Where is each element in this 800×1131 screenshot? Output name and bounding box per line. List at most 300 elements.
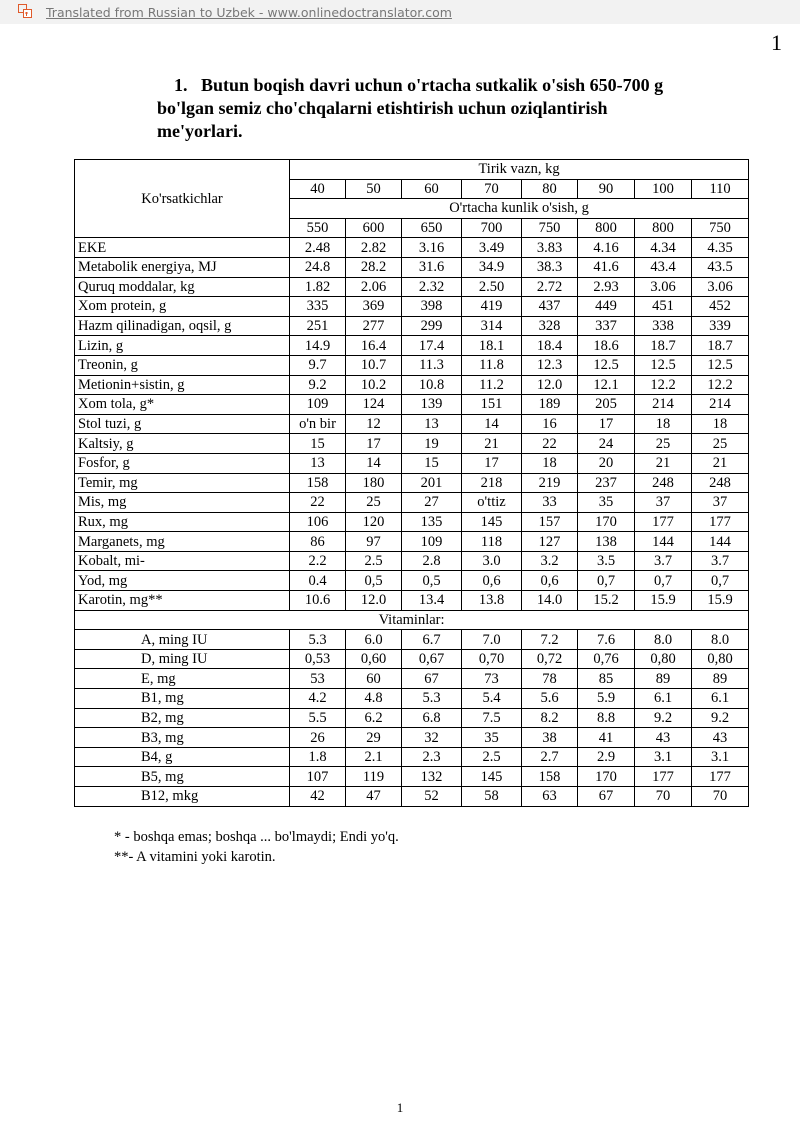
row-label: Hazm qilinadigan, oqsil, g [75,316,290,336]
row-label: Xom protein, g [75,297,290,317]
value-cell: 2.50 [462,277,522,297]
value-cell: 151 [462,395,522,415]
value-cell: 1.8 [290,747,346,767]
table-row [75,767,749,787]
document-title [157,74,717,143]
value-cell: 124 [346,395,402,415]
row-label: Kaltsiy, g [75,434,290,454]
value-cell: 12.2 [635,375,692,395]
value-cell: 89 [692,669,749,689]
value-cell: 299 [402,316,462,336]
row-label: Rux, mg [75,512,290,532]
value-cell: 6.2 [346,708,402,728]
value-cell: 177 [692,767,749,787]
row-label: E, mg [75,669,290,689]
value-cell: 201 [402,473,462,493]
value-cell: 25 [346,493,402,513]
value-cell: 27 [402,493,462,513]
value-cell: 18.6 [578,336,635,356]
row-label: Lizin, g [75,336,290,356]
gain-cell: 700 [462,218,522,238]
value-cell: 3.83 [522,238,578,258]
value-cell: 32 [402,728,462,748]
value-cell: 3.0 [462,551,522,571]
value-cell: 5.5 [290,708,346,728]
footnotes [114,827,399,867]
value-cell: 4.8 [346,689,402,709]
translate-icon [18,4,32,18]
value-cell: 177 [635,512,692,532]
row-label: Quruq moddalar, kg [75,277,290,297]
value-cell: 13 [402,414,462,434]
value-cell: 17 [346,434,402,454]
value-cell: 170 [578,512,635,532]
gain-cell: 800 [578,218,635,238]
value-cell: 47 [346,787,402,807]
gain-cell: 550 [290,218,346,238]
value-cell: 0,60 [346,649,402,669]
value-cell: 60 [346,669,402,689]
value-cell: 21 [462,434,522,454]
value-cell: 17.4 [402,336,462,356]
value-cell: 177 [692,512,749,532]
value-cell: 53 [290,669,346,689]
value-cell: 7.6 [578,630,635,650]
value-cell: 139 [402,395,462,415]
value-cell: 0,7 [692,571,749,591]
value-cell: 2.93 [578,277,635,297]
table-row [75,355,749,375]
row-label: Karotin, mg** [75,591,290,611]
translator-link[interactable]: Translated from Russian to Uzbek - www.onlinedoctranslator.com [46,5,452,20]
value-cell: 52 [402,787,462,807]
value-cell: 0,80 [692,649,749,669]
value-cell: 97 [346,532,402,552]
value-cell: 12.5 [578,355,635,375]
value-cell: 3.06 [692,277,749,297]
value-cell: 58 [462,787,522,807]
value-cell: 3.5 [578,551,635,571]
value-cell: 15 [402,453,462,473]
value-cell: 3.7 [692,551,749,571]
value-cell: 177 [635,767,692,787]
page-number-bottom: 1 [396,1100,404,1115]
value-cell: 189 [522,395,578,415]
value-cell: 10.6 [290,591,346,611]
value-cell: 338 [635,316,692,336]
value-cell: 14.9 [290,336,346,356]
value-cell: 6.0 [346,630,402,650]
row-label: B1, mg [75,689,290,709]
value-cell: 0,80 [635,649,692,669]
value-cell: 369 [346,297,402,317]
value-cell: 0,5 [346,571,402,591]
value-cell: 6.8 [402,708,462,728]
value-cell: 120 [346,512,402,532]
translation-banner [0,0,800,24]
row-label: Kobalt, mi- [75,551,290,571]
title-line-3: me'yorlari. [157,121,243,141]
value-cell: 314 [462,316,522,336]
value-cell: 14.0 [522,591,578,611]
value-cell: 3.16 [402,238,462,258]
row-label: Metionin+sistin, g [75,375,290,395]
table-row [75,297,749,317]
value-cell: 248 [692,473,749,493]
table-row [75,375,749,395]
row-label: D, ming IU [75,649,290,669]
value-cell: 43.4 [635,257,692,277]
value-cell: 19 [402,434,462,454]
value-cell: 41.6 [578,257,635,277]
value-cell: 31.6 [402,257,462,277]
value-cell: 2.3 [402,747,462,767]
value-cell: 25 [692,434,749,454]
value-cell: 0,5 [402,571,462,591]
value-cell: 328 [522,316,578,336]
value-cell: 451 [635,297,692,317]
value-cell: 43.5 [692,257,749,277]
value-cell: 339 [692,316,749,336]
value-cell: 0,6 [462,571,522,591]
value-cell: 16 [522,414,578,434]
value-cell: 251 [290,316,346,336]
footnote-2: **- A vitamini yoki karotin. [114,849,276,865]
weight-cell: 90 [578,179,635,199]
value-cell: 135 [402,512,462,532]
value-cell: 3.1 [635,747,692,767]
value-cell: 28.2 [346,257,402,277]
row-label: B5, mg [75,767,290,787]
weight-cell: 40 [290,179,346,199]
value-cell: 5.6 [522,689,578,709]
value-cell: 14 [346,453,402,473]
value-cell: 119 [346,767,402,787]
table-row [75,747,749,767]
value-cell: 7.2 [522,630,578,650]
value-cell: 335 [290,297,346,317]
gain-cell: 650 [402,218,462,238]
value-cell: 2.32 [402,277,462,297]
value-cell: 118 [462,532,522,552]
table-row [75,277,749,297]
value-cell: 21 [692,453,749,473]
value-cell: 11.8 [462,355,522,375]
title-line-1: Butun boqish davri uchun o'rtacha sutkalik o'sish 650-700 g [201,75,664,95]
row-label: B12, mkg [75,787,290,807]
value-cell: 3.2 [522,551,578,571]
value-cell: 0,72 [522,649,578,669]
value-cell: 5.9 [578,689,635,709]
value-cell: 78 [522,669,578,689]
value-cell: 15.2 [578,591,635,611]
value-cell: 180 [346,473,402,493]
weight-cell: 50 [346,179,402,199]
value-cell: 22 [522,434,578,454]
value-cell: 219 [522,473,578,493]
value-cell: 7.5 [462,708,522,728]
value-cell: 18.7 [635,336,692,356]
value-cell: 89 [635,669,692,689]
value-cell: 38.3 [522,257,578,277]
value-cell: 0,70 [462,649,522,669]
value-cell: 6.7 [402,630,462,650]
value-cell: 158 [290,473,346,493]
value-cell: 4.2 [290,689,346,709]
table-row [75,708,749,728]
value-cell: 0.4 [290,571,346,591]
feeding-norms-table [74,159,749,807]
value-cell: 15 [290,434,346,454]
value-cell: 2.5 [462,747,522,767]
row-label: Yod, mg [75,571,290,591]
value-cell: 145 [462,767,522,787]
page-number-top: 1 [771,30,782,55]
value-cell: 20 [578,453,635,473]
value-cell: 43 [635,728,692,748]
row-label: A, ming IU [75,630,290,650]
value-cell: 21 [635,453,692,473]
value-cell: 107 [290,767,346,787]
value-cell: 0,7 [578,571,635,591]
row-label: EKE [75,238,290,258]
value-cell: 63 [522,787,578,807]
live-weight-header: Tirik vazn, kg [290,160,749,180]
value-cell: 10.7 [346,355,402,375]
value-cell: 37 [635,493,692,513]
value-cell: 13.4 [402,591,462,611]
value-cell: 2.9 [578,747,635,767]
value-cell: 157 [522,512,578,532]
value-cell: 449 [578,297,635,317]
value-cell: 248 [635,473,692,493]
value-cell: 9.7 [290,355,346,375]
gain-header: O'rtacha kunlik o'sish, g [290,199,749,219]
value-cell: o'n bir [290,414,346,434]
table-row [75,630,749,650]
weight-cell: 60 [402,179,462,199]
value-cell: 3.1 [692,747,749,767]
value-cell: 337 [578,316,635,336]
indicators-header: Ko'rsatkichlar [75,160,290,238]
value-cell: 17 [578,414,635,434]
value-cell: 22 [290,493,346,513]
value-cell: 4.16 [578,238,635,258]
value-cell: 2.2 [290,551,346,571]
value-cell: 0,6 [522,571,578,591]
value-cell: 15.9 [635,591,692,611]
value-cell: 1.82 [290,277,346,297]
weight-cell: 80 [522,179,578,199]
value-cell: 437 [522,297,578,317]
table-row [75,689,749,709]
value-cell: 4.34 [635,238,692,258]
value-cell: 67 [402,669,462,689]
value-cell: 0,7 [635,571,692,591]
value-cell: 12.5 [692,355,749,375]
row-label: Fosfor, g [75,453,290,473]
row-label: B3, mg [75,728,290,748]
row-label: Treonin, g [75,355,290,375]
table-row [75,473,749,493]
vitamins-header-row [75,610,749,630]
value-cell: 12.5 [635,355,692,375]
row-label: Temir, mg [75,473,290,493]
value-cell: 6.1 [692,689,749,709]
weight-cell: 100 [635,179,692,199]
row-label: Xom tola, g* [75,395,290,415]
table-row [75,316,749,336]
value-cell: 132 [402,767,462,787]
value-cell: 9.2 [692,708,749,728]
gain-cell: 750 [692,218,749,238]
table-row [75,787,749,807]
value-cell: 218 [462,473,522,493]
weight-cell: 110 [692,179,749,199]
table-row [75,649,749,669]
value-cell: 8.0 [692,630,749,650]
value-cell: 85 [578,669,635,689]
table-row [75,571,749,591]
value-cell: 3.49 [462,238,522,258]
value-cell: 145 [462,512,522,532]
table-row [75,395,749,415]
value-cell: 237 [578,473,635,493]
title-number: 1. [174,75,188,95]
value-cell: 26 [290,728,346,748]
value-cell: 18 [635,414,692,434]
value-cell: 15.9 [692,591,749,611]
value-cell: 12.1 [578,375,635,395]
table-row [75,551,749,571]
value-cell: 18 [522,453,578,473]
value-cell: 2.5 [346,551,402,571]
value-cell: 277 [346,316,402,336]
value-cell: 138 [578,532,635,552]
row-label: Mis, mg [75,493,290,513]
value-cell: 3.7 [635,551,692,571]
value-cell: 34.9 [462,257,522,277]
value-cell: 13 [290,453,346,473]
table-row [75,493,749,513]
value-cell: 0,67 [402,649,462,669]
value-cell: 24.8 [290,257,346,277]
table-row [75,591,749,611]
table-row [75,532,749,552]
gain-cell: 600 [346,218,402,238]
value-cell: 3.06 [635,277,692,297]
value-cell: 70 [692,787,749,807]
value-cell: 419 [462,297,522,317]
value-cell: 109 [402,532,462,552]
table-row [75,336,749,356]
value-cell: 11.3 [402,355,462,375]
value-cell: 12.0 [522,375,578,395]
table-row [75,238,749,258]
value-cell: 14 [462,414,522,434]
value-cell: 29 [346,728,402,748]
value-cell: 42 [290,787,346,807]
value-cell: 8.8 [578,708,635,728]
value-cell: 67 [578,787,635,807]
value-cell: 106 [290,512,346,532]
row-label: Metabolik energiya, MJ [75,257,290,277]
value-cell: 35 [462,728,522,748]
value-cell: 73 [462,669,522,689]
header-row-live-weight [75,160,749,180]
table-row [75,414,749,434]
value-cell: 18.1 [462,336,522,356]
value-cell: 12.2 [692,375,749,395]
row-label: Stol tuzi, g [75,414,290,434]
weight-cell: 70 [462,179,522,199]
value-cell: 24 [578,434,635,454]
value-cell: 109 [290,395,346,415]
value-cell: 398 [402,297,462,317]
value-cell: 214 [635,395,692,415]
value-cell: 205 [578,395,635,415]
value-cell: 33 [522,493,578,513]
value-cell: 2.48 [290,238,346,258]
value-cell: o'ttiz [462,493,522,513]
row-label: B2, mg [75,708,290,728]
value-cell: 0,76 [578,649,635,669]
value-cell: 2.1 [346,747,402,767]
vitamins-header: Vitaminlar: [75,610,749,630]
value-cell: 144 [635,532,692,552]
value-cell: 38 [522,728,578,748]
value-cell: 10.8 [402,375,462,395]
value-cell: 9.2 [635,708,692,728]
value-cell: 43 [692,728,749,748]
value-cell: 2.06 [346,277,402,297]
value-cell: 18 [692,414,749,434]
value-cell: 0,53 [290,649,346,669]
value-cell: 37 [692,493,749,513]
value-cell: 12.0 [346,591,402,611]
value-cell: 9.2 [290,375,346,395]
table-row [75,257,749,277]
value-cell: 25 [635,434,692,454]
value-cell: 10.2 [346,375,402,395]
value-cell: 8.0 [635,630,692,650]
value-cell: 35 [578,493,635,513]
value-cell: 12.3 [522,355,578,375]
value-cell: 16.4 [346,336,402,356]
value-cell: 214 [692,395,749,415]
table-row [75,453,749,473]
table-row [75,669,749,689]
value-cell: 127 [522,532,578,552]
value-cell: 2.72 [522,277,578,297]
gain-cell: 750 [522,218,578,238]
value-cell: 7.0 [462,630,522,650]
table-row [75,434,749,454]
value-cell: 12 [346,414,402,434]
value-cell: 18.7 [692,336,749,356]
value-cell: 144 [692,532,749,552]
value-cell: 2.8 [402,551,462,571]
table-row [75,512,749,532]
footnote-1: * - boshqa emas; boshqa ... bo'lmaydi; Endi yo'q. [114,829,399,845]
value-cell: 452 [692,297,749,317]
value-cell: 8.2 [522,708,578,728]
row-label: Marganets, mg [75,532,290,552]
value-cell: 5.4 [462,689,522,709]
value-cell: 11.2 [462,375,522,395]
value-cell: 158 [522,767,578,787]
gain-cell: 800 [635,218,692,238]
